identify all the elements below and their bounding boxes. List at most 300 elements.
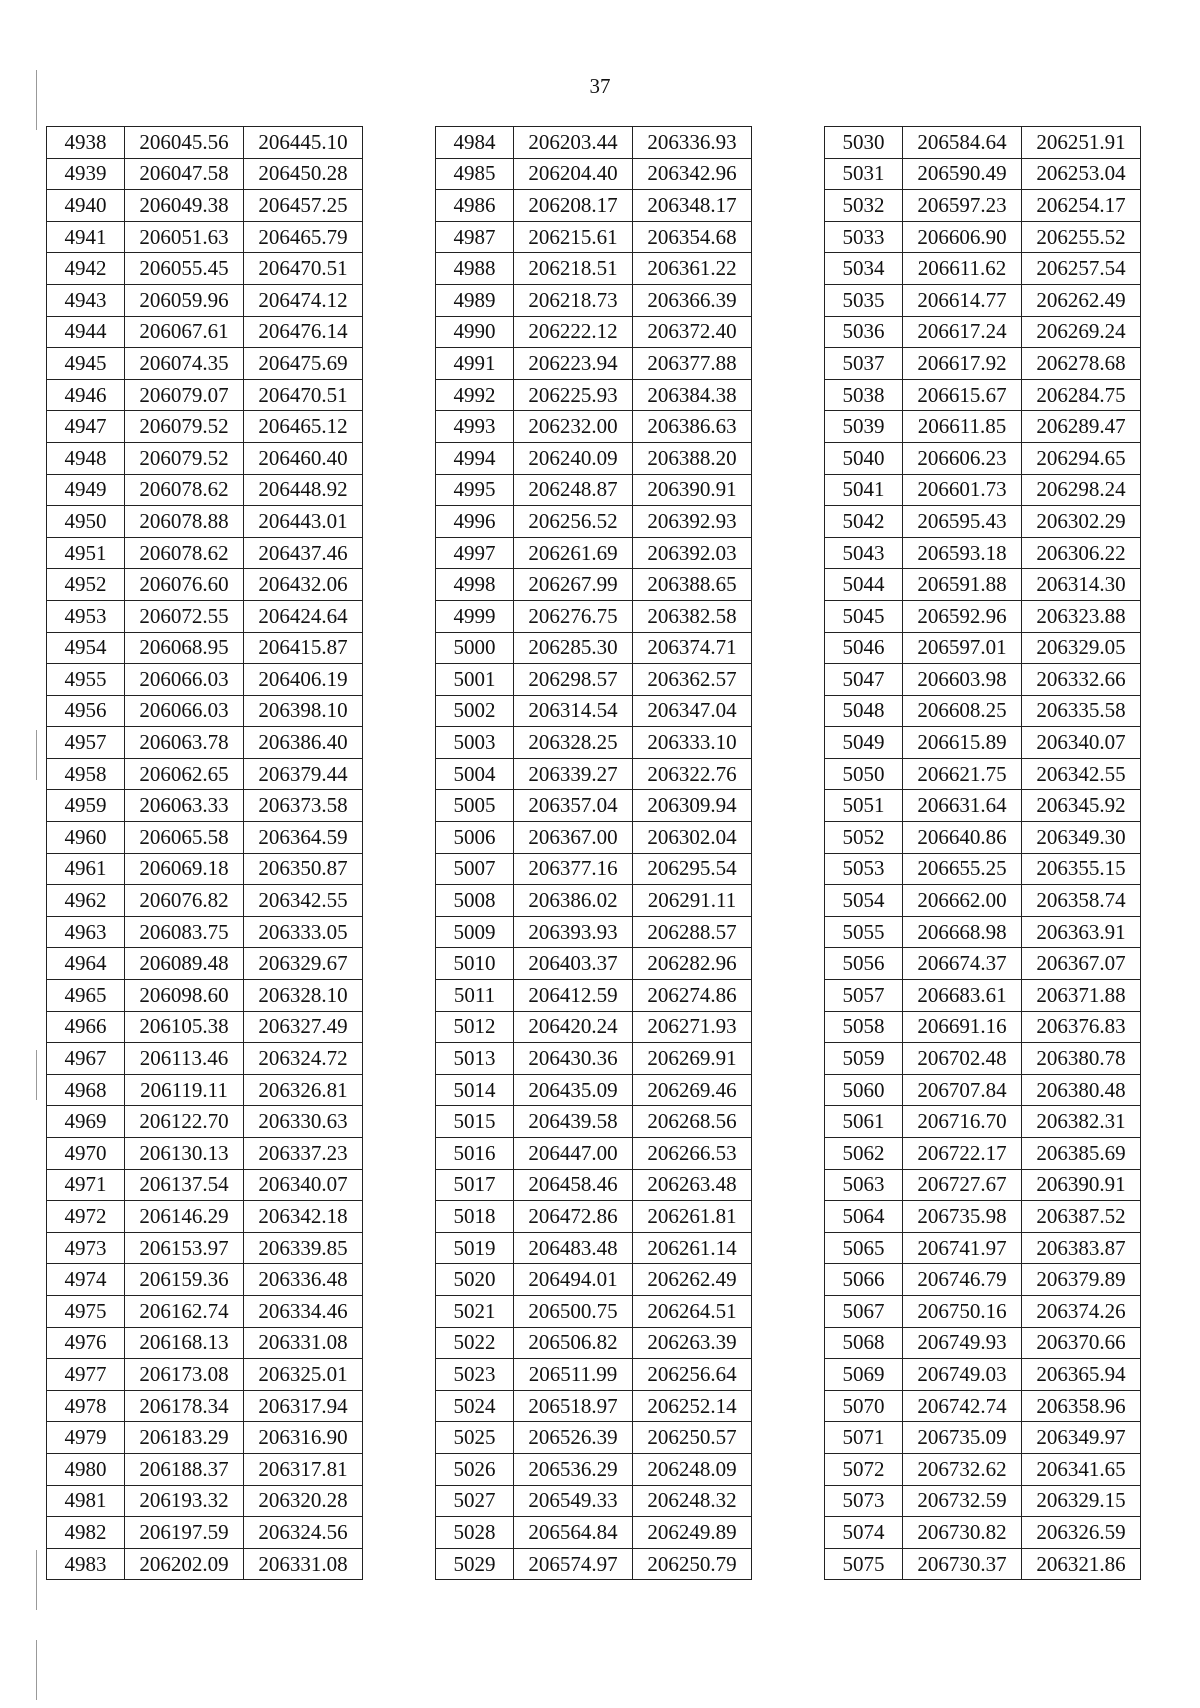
table-row	[47, 284, 363, 316]
table-row	[47, 348, 363, 380]
x-coordinate-cell: 206614.77	[903, 284, 1022, 316]
point-id-cell: 5044	[825, 569, 903, 601]
point-id-cell: 5020	[436, 1264, 514, 1296]
point-id-cell: 5012	[436, 1011, 514, 1043]
y-coordinate-cell: 206262.49	[633, 1264, 752, 1296]
y-coordinate-cell: 206316.90	[244, 1422, 363, 1454]
table-row	[825, 537, 1141, 569]
x-coordinate-cell: 206526.39	[514, 1422, 633, 1454]
table-row	[825, 158, 1141, 190]
x-coordinate-cell: 206601.73	[903, 474, 1022, 506]
table-row	[436, 1359, 752, 1391]
y-coordinate-cell: 206385.69	[1022, 1138, 1141, 1170]
y-coordinate-cell: 206295.54	[633, 853, 752, 885]
table-row	[436, 948, 752, 980]
y-coordinate-cell: 206377.88	[633, 348, 752, 380]
table-row	[47, 600, 363, 632]
point-id-cell: 4958	[47, 758, 125, 790]
y-coordinate-cell: 206263.39	[633, 1327, 752, 1359]
y-coordinate-cell: 206264.51	[633, 1295, 752, 1327]
table-row	[825, 190, 1141, 222]
point-id-cell: 5056	[825, 948, 903, 980]
point-id-cell: 4956	[47, 695, 125, 727]
x-coordinate-cell: 206055.45	[125, 253, 244, 285]
point-id-cell: 4999	[436, 600, 514, 632]
x-coordinate-cell: 206079.52	[125, 411, 244, 443]
point-id-cell: 4980	[47, 1453, 125, 1485]
y-coordinate-cell: 206327.49	[244, 1011, 363, 1043]
point-id-cell: 4991	[436, 348, 514, 380]
y-coordinate-cell: 206374.71	[633, 632, 752, 664]
y-coordinate-cell: 206252.14	[633, 1390, 752, 1422]
point-id-cell: 5019	[436, 1232, 514, 1264]
x-coordinate-cell: 206611.85	[903, 411, 1022, 443]
y-coordinate-cell: 206302.29	[1022, 506, 1141, 538]
table-row	[47, 790, 363, 822]
y-coordinate-cell: 206294.65	[1022, 442, 1141, 474]
point-id-cell: 4962	[47, 885, 125, 917]
table-row	[436, 1517, 752, 1549]
y-coordinate-cell: 206362.57	[633, 664, 752, 696]
table-row	[47, 253, 363, 285]
y-coordinate-cell: 206340.07	[1022, 727, 1141, 759]
table-row	[436, 411, 752, 443]
y-coordinate-cell: 206323.88	[1022, 600, 1141, 632]
y-coordinate-cell: 206248.09	[633, 1453, 752, 1485]
x-coordinate-cell: 206261.69	[514, 537, 633, 569]
point-id-cell: 4998	[436, 569, 514, 601]
point-id-cell: 5060	[825, 1074, 903, 1106]
table-row	[47, 822, 363, 854]
table-row	[436, 1422, 752, 1454]
point-id-cell: 5015	[436, 1106, 514, 1138]
x-coordinate-cell: 206472.86	[514, 1201, 633, 1233]
x-coordinate-cell: 206420.24	[514, 1011, 633, 1043]
point-id-cell: 5063	[825, 1169, 903, 1201]
table-row	[436, 758, 752, 790]
table-row	[436, 284, 752, 316]
point-id-cell: 5016	[436, 1138, 514, 1170]
y-coordinate-cell: 206380.78	[1022, 1043, 1141, 1075]
point-id-cell: 5040	[825, 442, 903, 474]
point-id-cell: 4945	[47, 348, 125, 380]
x-coordinate-cell: 206403.37	[514, 948, 633, 980]
table-row	[825, 1359, 1141, 1391]
x-coordinate-cell: 206065.58	[125, 822, 244, 854]
point-id-cell: 5017	[436, 1169, 514, 1201]
y-coordinate-cell: 206284.75	[1022, 379, 1141, 411]
x-coordinate-cell: 206159.36	[125, 1264, 244, 1296]
x-coordinate-cell: 206298.57	[514, 664, 633, 696]
table-row	[47, 1011, 363, 1043]
table-row	[825, 695, 1141, 727]
table-row	[47, 1453, 363, 1485]
point-id-cell: 5026	[436, 1453, 514, 1485]
table-row	[47, 1074, 363, 1106]
y-coordinate-cell: 206282.96	[633, 948, 752, 980]
y-coordinate-cell: 206354.68	[633, 221, 752, 253]
table-row	[47, 758, 363, 790]
point-id-cell: 5003	[436, 727, 514, 759]
point-id-cell: 5000	[436, 632, 514, 664]
x-coordinate-cell: 206067.61	[125, 316, 244, 348]
x-coordinate-cell: 206357.04	[514, 790, 633, 822]
point-id-cell: 5022	[436, 1327, 514, 1359]
y-coordinate-cell: 206331.08	[244, 1327, 363, 1359]
x-coordinate-cell: 206047.58	[125, 158, 244, 190]
table-row	[825, 221, 1141, 253]
point-id-cell: 4951	[47, 537, 125, 569]
x-coordinate-cell: 206621.75	[903, 758, 1022, 790]
x-coordinate-cell: 206193.32	[125, 1485, 244, 1517]
table-row	[436, 853, 752, 885]
point-id-cell: 4985	[436, 158, 514, 190]
x-coordinate-cell: 206222.12	[514, 316, 633, 348]
y-coordinate-cell: 206306.22	[1022, 537, 1141, 569]
point-id-cell: 5054	[825, 885, 903, 917]
table-row	[825, 316, 1141, 348]
x-coordinate-cell: 206218.51	[514, 253, 633, 285]
point-id-cell: 4947	[47, 411, 125, 443]
table-row	[47, 158, 363, 190]
x-coordinate-cell: 206122.70	[125, 1106, 244, 1138]
x-coordinate-cell: 206066.03	[125, 664, 244, 696]
y-coordinate-cell: 206364.59	[244, 822, 363, 854]
table-row	[47, 1043, 363, 1075]
table-row	[436, 695, 752, 727]
point-id-cell: 4972	[47, 1201, 125, 1233]
table-row	[825, 127, 1141, 159]
table-row	[47, 316, 363, 348]
table-row	[436, 506, 752, 538]
y-coordinate-cell: 206465.12	[244, 411, 363, 443]
scan-margin-mark	[36, 1550, 37, 1610]
point-id-cell: 5006	[436, 822, 514, 854]
table-row	[825, 1422, 1141, 1454]
y-coordinate-cell: 206335.58	[1022, 695, 1141, 727]
table-row	[825, 474, 1141, 506]
point-id-cell: 5071	[825, 1422, 903, 1454]
point-id-cell: 5025	[436, 1422, 514, 1454]
x-coordinate-cell: 206045.56	[125, 127, 244, 159]
point-id-cell: 4944	[47, 316, 125, 348]
table-row	[436, 127, 752, 159]
point-id-cell: 4963	[47, 916, 125, 948]
point-id-cell: 5057	[825, 980, 903, 1012]
table-row	[825, 569, 1141, 601]
y-coordinate-cell: 206288.57	[633, 916, 752, 948]
y-coordinate-cell: 206317.81	[244, 1453, 363, 1485]
table-row	[47, 1138, 363, 1170]
y-coordinate-cell: 206271.93	[633, 1011, 752, 1043]
x-coordinate-cell: 206730.82	[903, 1517, 1022, 1549]
y-coordinate-cell: 206268.56	[633, 1106, 752, 1138]
point-id-cell: 4997	[436, 537, 514, 569]
point-id-cell: 4989	[436, 284, 514, 316]
y-coordinate-cell: 206366.39	[633, 284, 752, 316]
x-coordinate-cell: 206066.03	[125, 695, 244, 727]
x-coordinate-cell: 206248.87	[514, 474, 633, 506]
point-id-cell: 4993	[436, 411, 514, 443]
table-row	[47, 1327, 363, 1359]
point-id-cell: 5065	[825, 1232, 903, 1264]
x-coordinate-cell: 206595.43	[903, 506, 1022, 538]
x-coordinate-cell: 206591.88	[903, 569, 1022, 601]
table-row	[825, 1548, 1141, 1580]
table-row	[436, 221, 752, 253]
point-id-cell: 4950	[47, 506, 125, 538]
x-coordinate-cell: 206746.79	[903, 1264, 1022, 1296]
table-row	[47, 948, 363, 980]
point-id-cell: 5010	[436, 948, 514, 980]
table-row	[436, 253, 752, 285]
x-coordinate-cell: 206393.93	[514, 916, 633, 948]
table-row	[47, 1485, 363, 1517]
coordinate-table-body	[436, 127, 752, 1580]
table-row	[436, 1201, 752, 1233]
x-coordinate-cell: 206218.73	[514, 284, 633, 316]
x-coordinate-cell: 206597.01	[903, 632, 1022, 664]
point-id-cell: 4953	[47, 600, 125, 632]
y-coordinate-cell: 206336.48	[244, 1264, 363, 1296]
y-coordinate-cell: 206298.24	[1022, 474, 1141, 506]
y-coordinate-cell: 206387.52	[1022, 1201, 1141, 1233]
table-row	[47, 1359, 363, 1391]
table-row	[47, 1517, 363, 1549]
x-coordinate-cell: 206506.82	[514, 1327, 633, 1359]
point-id-cell: 4949	[47, 474, 125, 506]
point-id-cell: 5037	[825, 348, 903, 380]
y-coordinate-cell: 206415.87	[244, 632, 363, 664]
point-id-cell: 5075	[825, 1548, 903, 1580]
x-coordinate-cell: 206153.97	[125, 1232, 244, 1264]
point-id-cell: 5008	[436, 885, 514, 917]
point-id-cell: 5011	[436, 980, 514, 1012]
y-coordinate-cell: 206253.04	[1022, 158, 1141, 190]
table-row	[436, 822, 752, 854]
y-coordinate-cell: 206358.74	[1022, 885, 1141, 917]
x-coordinate-cell: 206615.67	[903, 379, 1022, 411]
point-id-cell: 5067	[825, 1295, 903, 1327]
x-coordinate-cell: 206617.24	[903, 316, 1022, 348]
y-coordinate-cell: 206328.10	[244, 980, 363, 1012]
point-id-cell: 5024	[436, 1390, 514, 1422]
y-coordinate-cell: 206379.89	[1022, 1264, 1141, 1296]
point-id-cell: 4969	[47, 1106, 125, 1138]
y-coordinate-cell: 206256.64	[633, 1359, 752, 1391]
x-coordinate-cell: 206750.16	[903, 1295, 1022, 1327]
table-row	[825, 1201, 1141, 1233]
point-id-cell: 5001	[436, 664, 514, 696]
table-row	[825, 1264, 1141, 1296]
point-id-cell: 4979	[47, 1422, 125, 1454]
table-row	[47, 1295, 363, 1327]
y-coordinate-cell: 206450.28	[244, 158, 363, 190]
x-coordinate-cell: 206314.54	[514, 695, 633, 727]
y-coordinate-cell: 206388.65	[633, 569, 752, 601]
x-coordinate-cell: 206536.29	[514, 1453, 633, 1485]
table-row	[47, 1169, 363, 1201]
y-coordinate-cell: 206370.66	[1022, 1327, 1141, 1359]
x-coordinate-cell: 206494.01	[514, 1264, 633, 1296]
y-coordinate-cell: 206329.05	[1022, 632, 1141, 664]
point-id-cell: 5027	[436, 1485, 514, 1517]
y-coordinate-cell: 206317.94	[244, 1390, 363, 1422]
y-coordinate-cell: 206321.86	[1022, 1548, 1141, 1580]
table-row	[825, 1327, 1141, 1359]
x-coordinate-cell: 206197.59	[125, 1517, 244, 1549]
y-coordinate-cell: 206476.14	[244, 316, 363, 348]
coordinate-table-1	[46, 126, 363, 1580]
x-coordinate-cell: 206173.08	[125, 1359, 244, 1391]
point-id-cell: 5029	[436, 1548, 514, 1580]
point-id-cell: 5042	[825, 506, 903, 538]
y-coordinate-cell: 206339.85	[244, 1232, 363, 1264]
x-coordinate-cell: 206412.59	[514, 980, 633, 1012]
table-row	[436, 379, 752, 411]
x-coordinate-cell: 206105.38	[125, 1011, 244, 1043]
y-coordinate-cell: 206257.54	[1022, 253, 1141, 285]
point-id-cell: 5034	[825, 253, 903, 285]
x-coordinate-cell: 206328.25	[514, 727, 633, 759]
x-coordinate-cell: 206089.48	[125, 948, 244, 980]
x-coordinate-cell: 206735.09	[903, 1422, 1022, 1454]
table-row	[436, 1390, 752, 1422]
point-id-cell: 5002	[436, 695, 514, 727]
table-row	[47, 632, 363, 664]
x-coordinate-cell: 206518.97	[514, 1390, 633, 1422]
x-coordinate-cell: 206611.62	[903, 253, 1022, 285]
table-row	[436, 980, 752, 1012]
point-id-cell: 4939	[47, 158, 125, 190]
y-coordinate-cell: 206382.58	[633, 600, 752, 632]
point-id-cell: 4952	[47, 569, 125, 601]
x-coordinate-cell: 206063.78	[125, 727, 244, 759]
point-id-cell: 4988	[436, 253, 514, 285]
y-coordinate-cell: 206348.17	[633, 190, 752, 222]
y-coordinate-cell: 206437.46	[244, 537, 363, 569]
x-coordinate-cell: 206435.09	[514, 1074, 633, 1106]
y-coordinate-cell: 206322.76	[633, 758, 752, 790]
point-id-cell: 5045	[825, 600, 903, 632]
table-row	[436, 442, 752, 474]
point-id-cell: 5036	[825, 316, 903, 348]
y-coordinate-cell: 206250.57	[633, 1422, 752, 1454]
table-row	[825, 284, 1141, 316]
y-coordinate-cell: 206361.22	[633, 253, 752, 285]
table-row	[825, 790, 1141, 822]
point-id-cell: 5052	[825, 822, 903, 854]
x-coordinate-cell: 206564.84	[514, 1517, 633, 1549]
y-coordinate-cell: 206345.92	[1022, 790, 1141, 822]
x-coordinate-cell: 206439.58	[514, 1106, 633, 1138]
y-coordinate-cell: 206392.93	[633, 506, 752, 538]
y-coordinate-cell: 206388.20	[633, 442, 752, 474]
point-id-cell: 4961	[47, 853, 125, 885]
table-row	[47, 569, 363, 601]
y-coordinate-cell: 206448.92	[244, 474, 363, 506]
point-id-cell: 4938	[47, 127, 125, 159]
x-coordinate-cell: 206051.63	[125, 221, 244, 253]
y-coordinate-cell: 206326.59	[1022, 1517, 1141, 1549]
x-coordinate-cell: 206162.74	[125, 1295, 244, 1327]
y-coordinate-cell: 206371.88	[1022, 980, 1141, 1012]
y-coordinate-cell: 206261.81	[633, 1201, 752, 1233]
y-coordinate-cell: 206384.38	[633, 379, 752, 411]
point-id-cell: 5039	[825, 411, 903, 443]
table-row	[825, 379, 1141, 411]
x-coordinate-cell: 206742.74	[903, 1390, 1022, 1422]
table-row	[436, 158, 752, 190]
table-row	[436, 1548, 752, 1580]
x-coordinate-cell: 206178.34	[125, 1390, 244, 1422]
x-coordinate-cell: 206606.90	[903, 221, 1022, 253]
point-id-cell: 5074	[825, 1517, 903, 1549]
point-id-cell: 5028	[436, 1517, 514, 1549]
x-coordinate-cell: 206078.62	[125, 537, 244, 569]
x-coordinate-cell: 206267.99	[514, 569, 633, 601]
x-coordinate-cell: 206078.62	[125, 474, 244, 506]
point-id-cell: 5053	[825, 853, 903, 885]
y-coordinate-cell: 206334.46	[244, 1295, 363, 1327]
table-row	[825, 885, 1141, 917]
table-row	[436, 348, 752, 380]
x-coordinate-cell: 206137.54	[125, 1169, 244, 1201]
y-coordinate-cell: 206470.51	[244, 253, 363, 285]
coordinate-table-3	[824, 126, 1141, 1580]
point-id-cell: 4996	[436, 506, 514, 538]
table-row	[825, 1138, 1141, 1170]
y-coordinate-cell: 206457.25	[244, 190, 363, 222]
x-coordinate-cell: 206072.55	[125, 600, 244, 632]
x-coordinate-cell: 206549.33	[514, 1485, 633, 1517]
point-id-cell: 4968	[47, 1074, 125, 1106]
table-row	[47, 379, 363, 411]
coordinate-table-body	[825, 127, 1141, 1580]
x-coordinate-cell: 206716.70	[903, 1106, 1022, 1138]
point-id-cell: 4964	[47, 948, 125, 980]
x-coordinate-cell: 206615.89	[903, 727, 1022, 759]
point-id-cell: 4992	[436, 379, 514, 411]
y-coordinate-cell: 206392.03	[633, 537, 752, 569]
x-coordinate-cell: 206691.16	[903, 1011, 1022, 1043]
x-coordinate-cell: 206702.48	[903, 1043, 1022, 1075]
y-coordinate-cell: 206291.11	[633, 885, 752, 917]
y-coordinate-cell: 206382.31	[1022, 1106, 1141, 1138]
x-coordinate-cell: 206215.61	[514, 221, 633, 253]
table-row	[436, 316, 752, 348]
y-coordinate-cell: 206278.68	[1022, 348, 1141, 380]
x-coordinate-cell: 206276.75	[514, 600, 633, 632]
y-coordinate-cell: 206355.15	[1022, 853, 1141, 885]
point-id-cell: 5041	[825, 474, 903, 506]
point-id-cell: 5004	[436, 758, 514, 790]
x-coordinate-cell: 206592.96	[903, 600, 1022, 632]
y-coordinate-cell: 206324.72	[244, 1043, 363, 1075]
table-row	[47, 1106, 363, 1138]
table-row	[825, 1011, 1141, 1043]
x-coordinate-cell: 206722.17	[903, 1138, 1022, 1170]
point-id-cell: 4971	[47, 1169, 125, 1201]
x-coordinate-cell: 206674.37	[903, 948, 1022, 980]
x-coordinate-cell: 206511.99	[514, 1359, 633, 1391]
table-row	[47, 190, 363, 222]
table-row	[47, 916, 363, 948]
point-id-cell: 4943	[47, 284, 125, 316]
point-id-cell: 5066	[825, 1264, 903, 1296]
point-id-cell: 5031	[825, 158, 903, 190]
table-row	[436, 569, 752, 601]
